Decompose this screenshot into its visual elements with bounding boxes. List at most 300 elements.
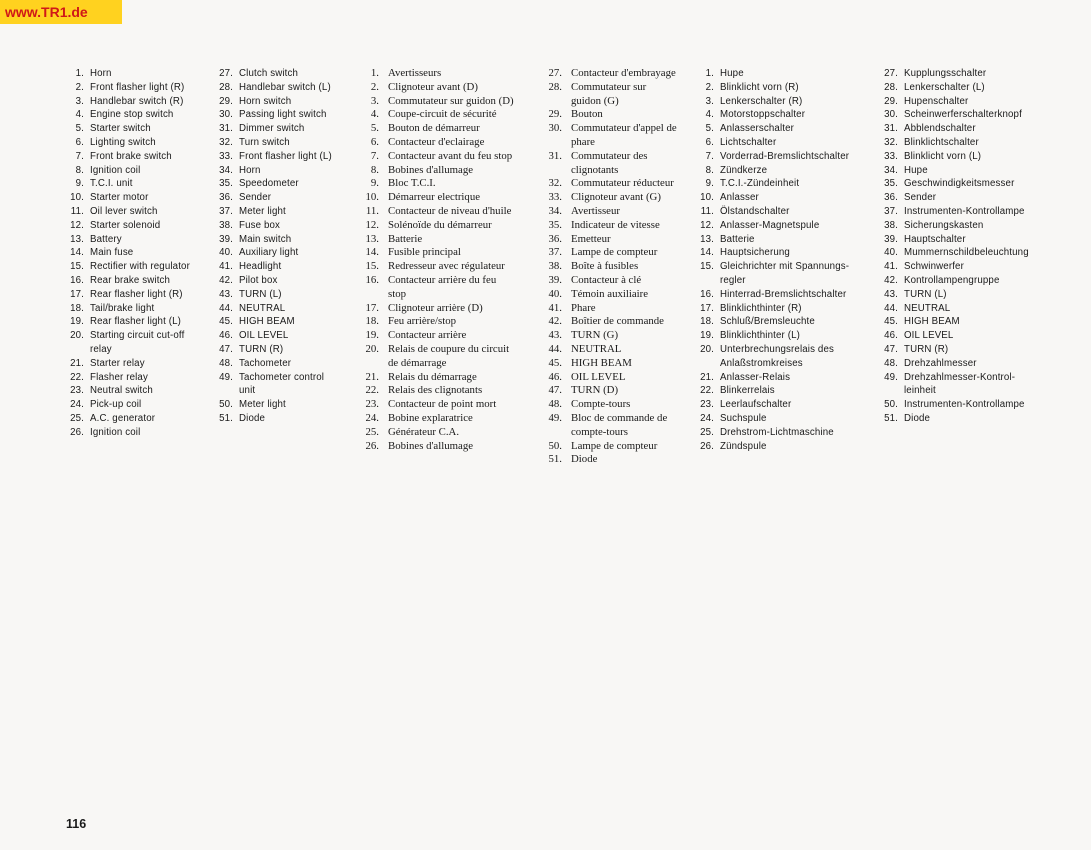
- legend-item: [700, 440, 849, 454]
- legend-item-label: Lichtschalter: [720, 136, 777, 148]
- legend-item-label: Fuse box: [239, 219, 281, 231]
- legend-item-label: Contacteur d'eclairage: [388, 135, 485, 148]
- legend-item-label: Drehzahlmesser-Kontrol-: [904, 371, 1016, 383]
- legend-item: [700, 288, 849, 302]
- legend-item-label: Boîte à fusibles: [571, 260, 639, 273]
- legend-item-number: 11.: [70, 205, 84, 217]
- legend-item: [219, 371, 332, 385]
- legend-item: [219, 274, 332, 288]
- legend-item-label: Batterie: [720, 233, 755, 245]
- legend-item: [370, 122, 514, 136]
- legend-item-number: 45.: [884, 316, 898, 328]
- legend-item: [219, 329, 332, 343]
- legend-item-number: 41.: [219, 261, 233, 273]
- legend-item: [370, 108, 514, 122]
- legend-item-label: Starter solenoid: [90, 219, 161, 231]
- legend-item-label: Pilot box: [239, 274, 278, 286]
- legend-item-label: Blinklicht vorn (R): [720, 81, 799, 93]
- legend-item-number: 21.: [70, 357, 84, 369]
- legend-item-label: Hauptschalter: [904, 233, 966, 245]
- legend-item-continuation: leinheit: [904, 385, 936, 397]
- legend-item-label: Instrumenten-Kontrollampe: [904, 205, 1025, 217]
- legend-item-label: Diode: [904, 412, 931, 424]
- legend-item-label: Schwinwerfer: [904, 261, 964, 273]
- legend-item-label: Clutch switch: [239, 68, 299, 79]
- legend-item: [548, 315, 677, 329]
- legend-item: [700, 426, 849, 440]
- legend-item-number: 34.: [219, 164, 233, 176]
- legend-item-label: OIL LEVEL: [239, 330, 289, 342]
- legend-item-label: Blinkerrelais: [720, 385, 775, 397]
- legend-item: [705, 150, 850, 164]
- legend-item-label: Ignition coil: [90, 426, 141, 438]
- legend-item-number: 14.: [70, 247, 84, 259]
- legend-item: [700, 246, 849, 260]
- legend-item-number: 51.: [884, 412, 898, 424]
- legend-item: [705, 122, 849, 136]
- legend-item: [884, 329, 1029, 343]
- legend-item: [219, 246, 332, 260]
- legend-item-number: 47.: [548, 384, 562, 397]
- legend-item-number: 46.: [219, 330, 233, 342]
- legend-item-label: Commutateur réducteur: [571, 177, 674, 190]
- legend-item-number: 47.: [219, 343, 233, 355]
- legend-item-label: Commutateur d'appel de: [571, 122, 677, 135]
- legend-item-number: 2.: [75, 81, 84, 93]
- legend-item-number: 29.: [884, 95, 898, 107]
- legend-item: [700, 329, 849, 343]
- legend-item: [219, 233, 332, 247]
- legend-item: [884, 371, 1029, 385]
- legend-item: [219, 136, 332, 150]
- legend-item: [370, 149, 514, 164]
- legend-item-label: Anlasser-Magnetspule: [720, 219, 820, 231]
- legend-item-continuation: regler: [720, 274, 746, 286]
- legend-item: [548, 453, 677, 467]
- legend-item-number: 51.: [219, 412, 233, 424]
- german-legend-list-2: [884, 67, 1029, 426]
- legend-item: [884, 274, 1029, 288]
- legend-item: [219, 357, 332, 371]
- legend-item-label: Solénoïde du démarreur: [388, 218, 492, 231]
- legend-item: [884, 288, 1029, 302]
- legend-item-number: 1.: [370, 67, 379, 79]
- legend-item-number: 14.: [700, 247, 714, 259]
- legend-item-number: 41.: [884, 261, 898, 273]
- legend-item-number: 30.: [219, 109, 233, 121]
- legend-item: [70, 371, 190, 385]
- legend-item-number: 40.: [219, 247, 233, 259]
- legend-item: [70, 426, 190, 440]
- legend-item-number: 21.: [365, 370, 379, 383]
- legend-item-label: Contacteur d'embrayage: [571, 67, 676, 79]
- legend-item-label: Meter light: [239, 205, 286, 217]
- legend-item-number: 34.: [548, 204, 562, 217]
- legend-item-number: 48.: [884, 357, 898, 369]
- legend-item-number: 10.: [365, 191, 379, 204]
- legend-item-number: 4.: [75, 109, 84, 121]
- legend-item: [700, 260, 850, 274]
- legend-item-number: 51.: [548, 453, 562, 466]
- legend-item-continuation: Anlaßstromkreises: [720, 357, 803, 369]
- legend-item-number: 29.: [548, 108, 562, 121]
- legend-item-number: 34.: [884, 164, 898, 176]
- legend-item-number: 44.: [219, 302, 233, 314]
- legend-item-number: 7.: [370, 149, 379, 162]
- legend-item-number: 26.: [700, 440, 714, 452]
- legend-item-number: 12.: [700, 219, 714, 231]
- legend-item: [70, 205, 190, 219]
- legend-item-number: 35.: [219, 178, 233, 190]
- legend-item-number: 31.: [548, 149, 562, 162]
- legend-item-number: 3.: [370, 94, 379, 107]
- legend-item-number: 16.: [70, 274, 84, 286]
- legend-item: [884, 81, 1029, 95]
- legend-item: [219, 164, 332, 178]
- legend-item-number: 48.: [548, 398, 562, 411]
- legend-item-label: Démarreur electrique: [388, 191, 481, 204]
- legend-item: [365, 191, 514, 205]
- legend-item-label: Batterie: [388, 232, 423, 245]
- legend-item-number: 23.: [700, 399, 714, 411]
- legend-item-number: 35.: [884, 178, 898, 190]
- legend-item-number: 15.: [365, 260, 379, 273]
- legend-item-label: Pick-up coil: [90, 399, 142, 411]
- legend-item-number: 28.: [548, 80, 562, 93]
- legend-item: [548, 108, 677, 122]
- legend-item: [365, 315, 514, 329]
- legend-item-label: Engine stop switch: [90, 109, 174, 121]
- legend-item: [370, 67, 514, 81]
- legend-item-number: 5.: [75, 123, 84, 135]
- legend-item-number: 24.: [70, 399, 84, 411]
- legend-item-number: 42.: [884, 274, 898, 286]
- legend-item-number: 25.: [700, 426, 714, 438]
- legend-item-number: 6.: [370, 135, 379, 148]
- legend-item-label: Lenkerschalter (R): [720, 95, 803, 107]
- legend-item-label: Anlasser: [720, 192, 759, 204]
- legend-item-label: Bloc de commande de: [571, 411, 668, 424]
- legend-item-number: 38.: [548, 260, 562, 273]
- legend-item-label: Commutateur sur: [571, 80, 647, 93]
- legend-item: [365, 204, 514, 219]
- legend-item-label: Speedometer: [239, 178, 299, 190]
- legend-item-label: Drehstrom-Lichtmaschine: [720, 426, 834, 438]
- legend-item-label: HIGH BEAM: [571, 356, 632, 369]
- legend-item: [75, 81, 190, 95]
- legend-item-number: 32.: [219, 136, 233, 148]
- legend-item-label: Lenkerschalter (L): [904, 81, 985, 93]
- legend-item: [705, 95, 849, 109]
- legend-item: [548, 273, 677, 288]
- legend-item-number: 50.: [884, 399, 898, 411]
- legend-item-label: Hupe: [720, 68, 744, 79]
- legend-item-label: Contacteur arrière du feu: [388, 273, 497, 286]
- legend-item-number: 25.: [70, 412, 84, 424]
- legend-item-label: Zündspule: [720, 440, 767, 452]
- legend-item: [700, 412, 849, 426]
- legend-item: [75, 122, 190, 136]
- legend-item-number: 19.: [365, 329, 379, 342]
- legend-item-number: 26.: [365, 439, 379, 452]
- legend-item-number: 23.: [365, 398, 379, 411]
- legend-item-label: Rear flasher light (R): [90, 288, 183, 300]
- legend-item: [884, 191, 1029, 205]
- legend-item-label: Flasher relay: [90, 371, 148, 383]
- legend-item-label: Clignoteur avant (G): [571, 191, 661, 204]
- legend-item: [884, 315, 1029, 329]
- legend-item: [365, 301, 514, 316]
- legend-item: [70, 357, 190, 371]
- english-legend-list-1: [70, 67, 190, 440]
- legend-item: [884, 412, 1029, 426]
- legend-item-number: 24.: [365, 411, 379, 424]
- legend-item-label: NEUTRAL: [239, 302, 286, 314]
- legend-item-number: 19.: [700, 330, 714, 342]
- legend-item-number: 12.: [365, 218, 379, 231]
- legend-item-number: 9.: [75, 178, 84, 190]
- legend-item-number: 22.: [70, 371, 84, 383]
- legend-item-label: Blinklichtschalter: [904, 136, 979, 148]
- legend-item-label: Hauptsicherung: [720, 247, 790, 259]
- legend-item-label: TURN (L): [239, 288, 282, 300]
- legend-item-continuation: compte-tours: [571, 425, 628, 438]
- legend-item-label: Coupe-circuit de sécurité: [388, 108, 497, 121]
- legend-item-number: 13.: [365, 232, 379, 245]
- legend-item-label: TURN (R): [239, 343, 284, 355]
- legend-item: [700, 398, 849, 412]
- legend-item: [548, 439, 677, 454]
- legend-item: [705, 67, 849, 81]
- legend-item-number: 16.: [365, 273, 379, 286]
- legend-item-label: Battery: [90, 233, 122, 245]
- legend-item-label: Emetteur: [571, 232, 611, 245]
- legend-item-label: Zündkerze: [720, 164, 768, 176]
- legend-item-label: Blinklichthinter (R): [720, 302, 802, 314]
- legend-item-number: 43.: [884, 288, 898, 300]
- legend-item-number: 22.: [365, 384, 379, 397]
- legend-item: [548, 246, 677, 260]
- legend-item: [70, 260, 190, 274]
- legend-item-number: 4.: [705, 109, 714, 121]
- legend-item-label: Anlasserschalter: [720, 123, 795, 135]
- legend-item: [548, 370, 677, 385]
- legend-item-number: 35.: [548, 218, 562, 231]
- legend-item-number: 42.: [219, 274, 233, 286]
- legend-item: [365, 260, 514, 274]
- legend-item-label: Contacteur de niveau d'huile: [388, 204, 512, 217]
- legend-item: [548, 260, 677, 274]
- legend-item: [365, 329, 514, 343]
- legend-item-label: Sicherungskasten: [904, 219, 984, 231]
- legend-item-label: TURN (D): [571, 384, 619, 397]
- legend-item-number: 29.: [219, 95, 233, 107]
- legend-item-label: Clignoteur arrière (D): [388, 301, 483, 314]
- legend-item-number: 43.: [219, 288, 233, 300]
- legend-item: [548, 301, 677, 316]
- legend-item-number: 2.: [370, 80, 379, 93]
- legend-item-label: TURN (R): [904, 343, 949, 355]
- legend-item: [884, 177, 1029, 191]
- legend-item-number: 13.: [70, 233, 84, 245]
- legend-item-label: Leerlaufschalter: [720, 399, 792, 411]
- legend-item: [705, 164, 849, 178]
- legend-item-label: Unterbrechungsrelais des: [720, 343, 834, 355]
- legend-item-label: Clignoteur avant (D): [388, 80, 478, 93]
- legend-item: [75, 108, 190, 122]
- legend-item-number: 42.: [548, 315, 562, 328]
- legend-item: [700, 205, 849, 219]
- legend-item-label: Starter relay: [90, 357, 145, 369]
- legend-item-label: Tachometer: [239, 357, 292, 369]
- legend-item: [219, 260, 332, 274]
- legend-item-label: Geschwindigkeitsmesser: [904, 178, 1015, 190]
- legend-item-number: 38.: [884, 219, 898, 231]
- legend-item: [70, 288, 190, 302]
- legend-item: [219, 177, 332, 191]
- legend-item: [884, 260, 1029, 274]
- legend-item: [548, 177, 677, 191]
- legend-item-number: 4.: [370, 108, 379, 121]
- legend-item: [219, 412, 332, 426]
- legend-item-number: 19.: [70, 316, 84, 328]
- legend-item-number: 39.: [219, 233, 233, 245]
- legend-item: [884, 302, 1029, 316]
- legend-item: [219, 150, 332, 164]
- legend-item: [700, 343, 849, 357]
- legend-item-label: Kontrollampengruppe: [904, 274, 1000, 286]
- legend-item-label: NEUTRAL: [571, 342, 622, 355]
- legend-item-number: 3.: [75, 95, 84, 107]
- legend-item-label: Mummernschildbeleuchtung: [904, 247, 1029, 259]
- legend-item-number: 50.: [219, 399, 233, 411]
- legend-item: [884, 357, 1029, 371]
- page-number: 116: [66, 817, 87, 831]
- legend-item-label: Kupplungsschalter: [904, 68, 987, 79]
- legend-item: [548, 329, 677, 343]
- legend-item-number: 9.: [370, 177, 379, 190]
- legend-item-label: Bobine explaratrice: [388, 411, 473, 424]
- legend-item: [219, 219, 332, 233]
- legend-item-number: 43.: [548, 329, 562, 342]
- legend-item-label: Bouton: [571, 108, 603, 121]
- legend-item: [70, 398, 190, 412]
- legend-item: [70, 384, 190, 398]
- legend-item: [548, 204, 677, 219]
- legend-item: [219, 122, 332, 136]
- legend-item: [365, 342, 514, 357]
- legend-item-label: Redresseur avec régulateur: [388, 260, 505, 273]
- legend-item-number: 20.: [70, 330, 84, 342]
- legend-item: [548, 411, 677, 426]
- legend-item-continuation: de démarrage: [388, 356, 447, 369]
- legend-item: [548, 384, 677, 398]
- legend-item-label: Rear brake switch: [90, 274, 171, 286]
- legend-item-number: 27.: [548, 67, 562, 79]
- legend-item-label: TURN (L): [904, 288, 947, 300]
- legend-item-label: Sender: [904, 192, 937, 204]
- legend-item-number: 21.: [700, 371, 714, 383]
- legend-item-number: 18.: [70, 302, 84, 314]
- legend-item: [548, 149, 677, 164]
- legend-item-number: 23.: [70, 385, 84, 397]
- legend-item: [219, 95, 332, 109]
- legend-item: [370, 135, 514, 150]
- legend-item: [219, 205, 332, 219]
- legend-item-number: 18.: [700, 316, 714, 328]
- legend-item-number: 11.: [700, 205, 714, 217]
- legend-item-label: Lampe de compteur: [571, 439, 658, 452]
- legend-item-continuation: stop: [388, 287, 406, 300]
- legend-item: [365, 370, 514, 385]
- french-legend-list-2: [548, 67, 677, 467]
- legend-item: [700, 302, 849, 316]
- legend-item-label: Blinklichthinter (L): [720, 330, 800, 342]
- legend-item-label: Main switch: [239, 233, 292, 245]
- legend-item: [370, 94, 514, 109]
- legend-item-number: 16.: [700, 288, 714, 300]
- legend-item-label: Contacteur de point mort: [388, 398, 497, 411]
- legend-item-label: Lampe de compteur: [571, 246, 658, 259]
- legend-item-label: Neutral switch: [90, 385, 153, 397]
- legend-item: [365, 246, 514, 260]
- legend-item-number: 37.: [219, 205, 233, 217]
- legend-item-label: Horn switch: [239, 95, 292, 107]
- legend-item-number: 6.: [705, 136, 714, 148]
- legend-item-label: Suchspule: [720, 412, 767, 424]
- legend-item-number: 37.: [548, 246, 562, 259]
- legend-item-label: Avertisseur: [571, 204, 620, 217]
- legend-item-label: Meter light: [239, 399, 286, 411]
- legend-item-label: Headlight: [239, 261, 282, 273]
- legend-item-label: Handlebar switch (R): [90, 95, 184, 107]
- legend-item-label: Starter switch: [90, 123, 151, 135]
- legend-item: [75, 164, 190, 178]
- legend-item-label: TURN (G): [571, 329, 619, 342]
- legend-item-continuation: phare: [571, 135, 595, 148]
- legend-item-label: Instrumenten-Kontrollampe: [904, 399, 1025, 411]
- legend-item-number: 8.: [370, 163, 379, 176]
- legend-item-label: Abblendschalter: [904, 123, 976, 135]
- legend-item-label: OIL LEVEL: [904, 330, 954, 342]
- legend-item-number: 5.: [370, 122, 379, 135]
- legend-item-label: Front flasher light (R): [90, 81, 185, 93]
- legend-item-number: 38.: [219, 219, 233, 231]
- legend-item: [884, 95, 1029, 109]
- legend-item-number: 39.: [548, 273, 562, 286]
- legend-item-number: 14.: [365, 246, 379, 259]
- legend-item-number: 24.: [700, 412, 714, 424]
- legend-item-number: 9.: [705, 178, 714, 190]
- legend-item: [219, 191, 332, 205]
- legend-item-number: 6.: [75, 136, 84, 148]
- french-legend-list-1: [365, 67, 514, 453]
- legend-item: [700, 384, 849, 398]
- legend-item-number: 33.: [219, 150, 233, 162]
- legend-item-label: Front brake switch: [90, 150, 172, 162]
- legend-item-label: Horn: [239, 164, 261, 176]
- legend-item: [219, 81, 332, 95]
- legend-item-label: Témoin auxiliaire: [571, 287, 649, 300]
- legend-item-label: Compte-tours: [571, 398, 631, 411]
- legend-item-number: 1.: [705, 68, 714, 79]
- legend-item-label: Bobines d'allumage: [388, 163, 474, 176]
- legend-item: [365, 232, 514, 247]
- legend-item-number: 44.: [884, 302, 898, 314]
- legend-item-number: 15.: [700, 261, 714, 273]
- legend-item-label: Fusible principal: [388, 246, 461, 259]
- legend-item-label: Drehzahlmesser: [904, 357, 977, 369]
